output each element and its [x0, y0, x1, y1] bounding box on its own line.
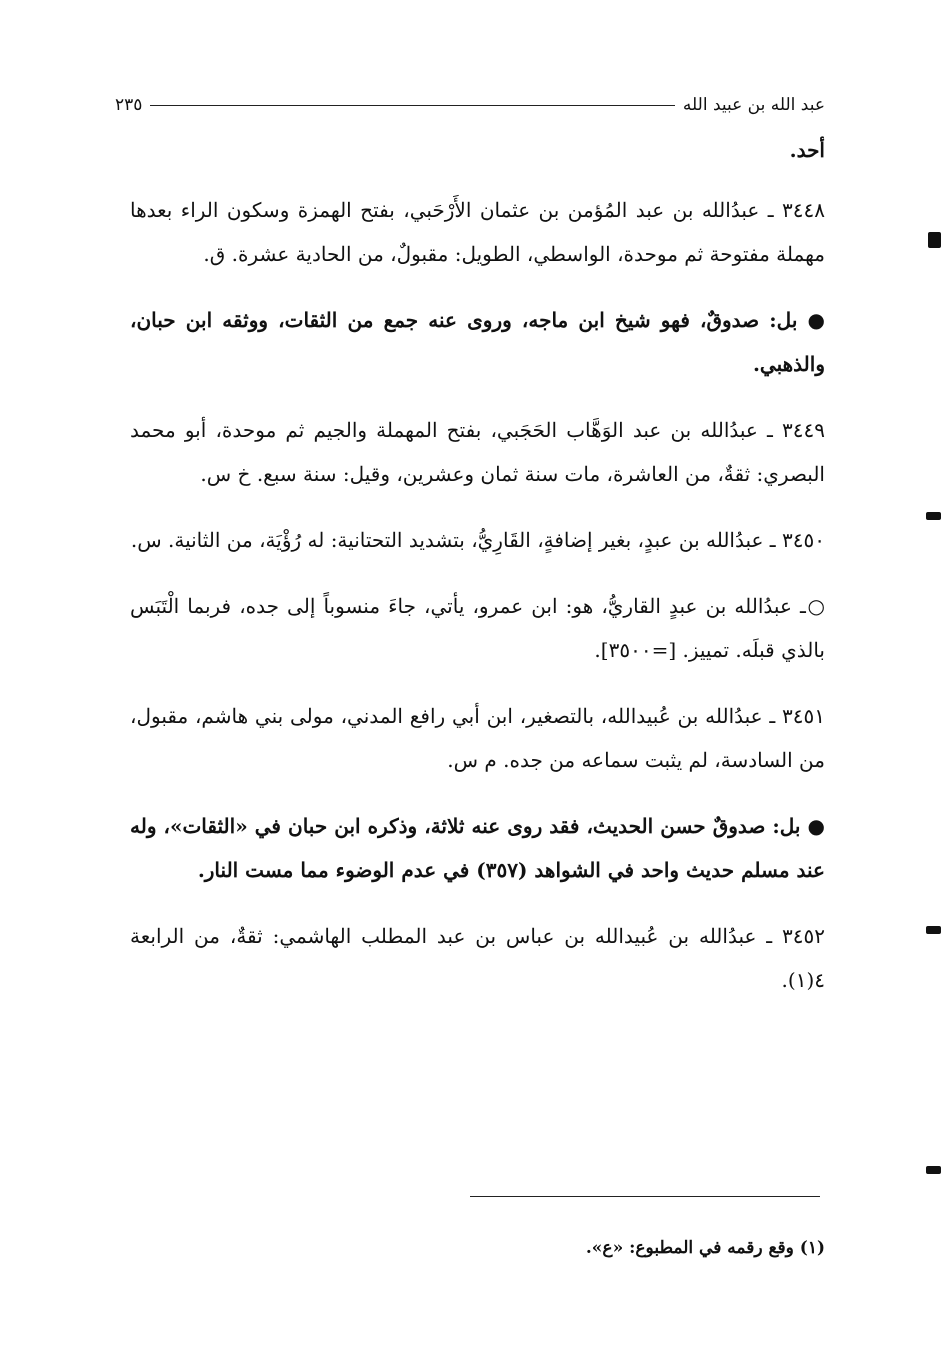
entry-3448-note: ● بل: صدوقٌ، فهو شيخ ابن ماجه، وروى عنه جمع من الثقات، ووثقه ابن حبان، والذهبي.: [130, 308, 825, 376]
entry-3450: ٣٤٥٠ ـ عبدُالله بن عبدٍ، بغير إضافةٍ، القَارِيُّ، بتشديد التحتانية: له رُؤْيَة، من الثانية. س.: [130, 528, 825, 552]
scan-edge-mark: [928, 232, 941, 248]
scan-edge-mark: [926, 926, 941, 934]
entry-distinction: ○ـ عبدُالله بن عبدٍ القاريُّ، هو: ابن عمرو، يأتي، جاءَ منسوباً إلى جده، فربما الْتَبَس بالذي قبلَه. تمييز. [=٣٥٠٠].: [130, 594, 825, 662]
page-number: ٢٣٥: [115, 95, 143, 115]
footnote: (١) وقع رقمه في المطبوع: «ع».: [585, 1238, 825, 1258]
entry-3448: ٣٤٤٨ ـ عبدُالله بن عبد المُؤمن بن عثمان الأَرْحَبي، بفتح الهمزة وسكون الراء بعدها مهملة مفتوحة ثم موحدة، الواسطي، الطويل: مقبولٌ، من الحادية عشرة. ق.: [130, 198, 825, 266]
header-rule: [150, 105, 674, 106]
page-header: [115, 90, 825, 120]
footnote-rule: [470, 1196, 820, 1197]
entry-3452: ٣٤٥٢ ـ عبدُالله بن عُبيدالله بن عباس بن عبد المطلب الهاشمي: ثقةٌ، من الرابعة ٤(١).: [130, 924, 825, 992]
page-body: [130, 128, 825, 1024]
scan-edge-mark: [926, 512, 941, 520]
running-title: عبد الله بن عبيد الله: [682, 95, 825, 115]
entry-3451: ٣٤٥١ ـ عبدُالله بن عُبيدالله، بالتصغير، ابن أبي رافع المدني، مولى بني هاشم، مقبول، من السادسة، لم يثبت سماعه من جده. م س.: [130, 704, 825, 772]
entry-continuation: أحد.: [789, 138, 825, 162]
entry-3451-note: ● بل: صدوقٌ حسن الحديث، فقد روى عنه ثلاثة، وذكره ابن حبان في «الثقات»، وله عند مسلم حديث واحد في الشواهد (٣٥٧) في عدم الوضوء مما مست النار.: [130, 814, 825, 882]
entry-3449: ٣٤٤٩ ـ عبدُالله بن عبد الوَهَّاب الحَجَبي، بفتح المهملة والجيم ثم موحدة، أبو محمد البصري: ثقةٌ، من العاشرة، مات سنة ثمان وعشرين، وقيل: سنة سبع. خ س.: [130, 418, 825, 486]
scan-edge-mark: [926, 1166, 941, 1174]
